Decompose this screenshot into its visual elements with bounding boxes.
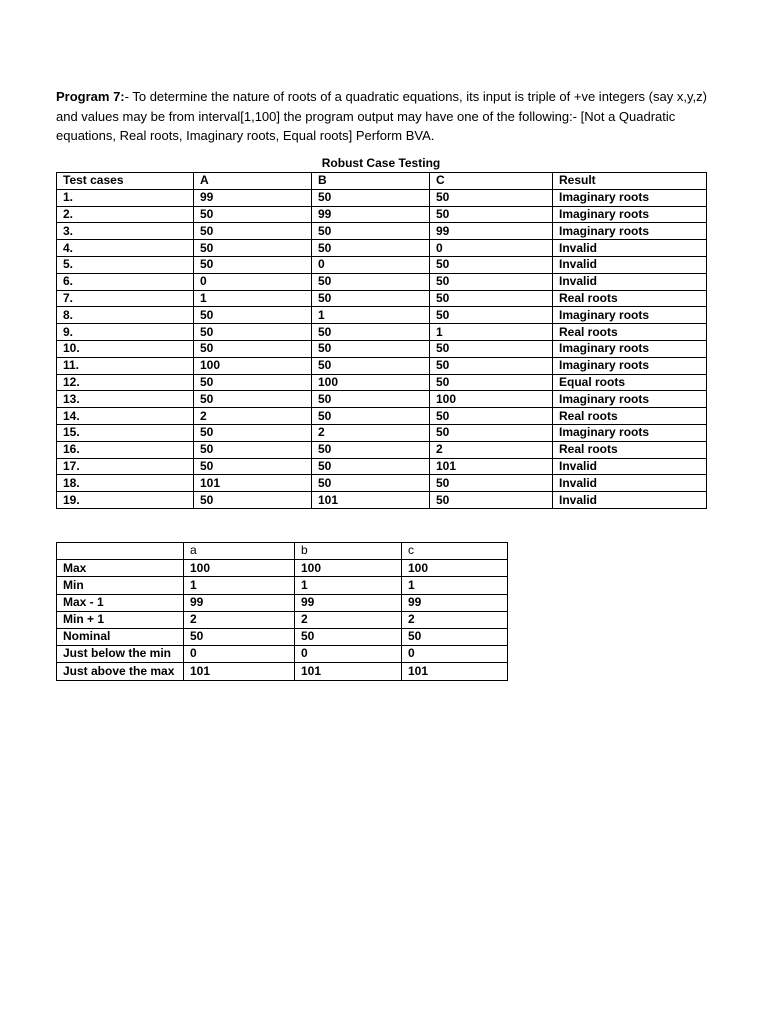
table-cell: 0 [295, 646, 402, 663]
table-cell: 50 [194, 458, 312, 475]
table-cell: 1 [312, 307, 430, 324]
column-header: Result [553, 173, 707, 190]
table-cell: 100 [295, 560, 402, 577]
table-cell: 18. [57, 475, 194, 492]
table-cell: 100 [312, 374, 430, 391]
table-cell: 2. [57, 206, 194, 223]
table-cell: 1 [194, 290, 312, 307]
table-row [57, 475, 707, 492]
table-cell: 50 [430, 256, 553, 273]
table-row [57, 223, 707, 240]
table-cell: Real roots [553, 408, 707, 425]
table-cell: Imaginary roots [553, 424, 707, 441]
table-cell: 2 [312, 424, 430, 441]
table-cell: 50 [194, 223, 312, 240]
table-row [57, 240, 707, 257]
column-header: C [430, 173, 553, 190]
robust-case-table [56, 172, 707, 509]
table-row [57, 340, 707, 357]
table-cell: 5. [57, 256, 194, 273]
table-row [57, 307, 707, 324]
table-row [57, 458, 707, 475]
table-cell: 50 [194, 307, 312, 324]
table-cell: 50 [430, 357, 553, 374]
table-cell: 16. [57, 441, 194, 458]
table-cell: 50 [312, 189, 430, 206]
table-cell: Invalid [553, 475, 707, 492]
table-row [57, 256, 707, 273]
table-cell: 11. [57, 357, 194, 374]
table-cell: 0 [430, 240, 553, 257]
table-cell: Invalid [553, 273, 707, 290]
table-cell: 17. [57, 458, 194, 475]
table-cell: Imaginary roots [553, 391, 707, 408]
table-cell: 13. [57, 391, 194, 408]
bva-table-header [57, 543, 508, 560]
table-cell: 0 [184, 646, 295, 663]
table-cell: Invalid [553, 492, 707, 509]
table-cell: 50 [430, 340, 553, 357]
table-row [57, 206, 707, 223]
table-cell: Imaginary roots [553, 340, 707, 357]
robust-table-caption: Robust Case Testing [321, 156, 441, 170]
table-cell: 50 [312, 223, 430, 240]
table-cell: 50 [194, 206, 312, 223]
bva-values-table [56, 542, 508, 681]
table-cell: Equal roots [553, 374, 707, 391]
table-cell: 2 [430, 441, 553, 458]
table-cell: Imaginary roots [553, 223, 707, 240]
table-cell: 50 [312, 475, 430, 492]
table-cell: Real roots [553, 441, 707, 458]
table-row [57, 492, 707, 509]
table-row [57, 441, 707, 458]
table-cell: 101 [402, 663, 508, 680]
table-cell: 50 [312, 357, 430, 374]
table-row [57, 374, 707, 391]
table-cell: 0 [194, 273, 312, 290]
table-cell: 50 [312, 273, 430, 290]
table-row [57, 560, 508, 577]
table-cell: 50 [312, 441, 430, 458]
table-cell: 101 [194, 475, 312, 492]
column-header: a [184, 543, 295, 560]
table-cell: Invalid [553, 256, 707, 273]
table-cell: 99 [194, 189, 312, 206]
table-cell: 8. [57, 307, 194, 324]
table-cell: 9. [57, 324, 194, 341]
table-cell: 14. [57, 408, 194, 425]
table-row [57, 594, 508, 611]
table-cell: 99 [402, 594, 508, 611]
table-cell: Imaginary roots [553, 206, 707, 223]
table-cell: 0 [402, 646, 508, 663]
table-cell: 1 [402, 577, 508, 594]
row-label: Min + 1 [57, 611, 184, 628]
table-cell: 50 [430, 492, 553, 509]
bva-table-body [57, 560, 508, 680]
column-header: Test cases [57, 173, 194, 190]
table-row [57, 646, 508, 663]
column-header [57, 543, 184, 560]
table-row [57, 324, 707, 341]
table-cell: 50 [430, 475, 553, 492]
row-label: Min [57, 577, 184, 594]
table-cell: 50 [312, 340, 430, 357]
robust-table-header [57, 173, 707, 190]
table-row [57, 611, 508, 628]
table-cell: Imaginary roots [553, 189, 707, 206]
table-cell: 2 [184, 611, 295, 628]
table-cell: 50 [430, 424, 553, 441]
table-cell: 100 [402, 560, 508, 577]
table-cell: 4. [57, 240, 194, 257]
table-cell: Real roots [553, 290, 707, 307]
column-header: c [402, 543, 508, 560]
table-cell: Imaginary roots [553, 357, 707, 374]
table-cell: 50 [430, 374, 553, 391]
table-cell: 50 [430, 189, 553, 206]
robust-table-body [57, 189, 707, 508]
table-cell: 10. [57, 340, 194, 357]
table-cell: Real roots [553, 324, 707, 341]
table-cell: Invalid [553, 240, 707, 257]
table-cell: 1 [430, 324, 553, 341]
row-label: Max - 1 [57, 594, 184, 611]
table-cell: 50 [312, 458, 430, 475]
table-row [57, 408, 707, 425]
table-cell: 99 [430, 223, 553, 240]
row-label: Just below the min [57, 646, 184, 663]
row-label: Max [57, 560, 184, 577]
table-cell: 101 [430, 458, 553, 475]
table-cell: 1 [184, 577, 295, 594]
table-row [57, 663, 508, 680]
table-cell: 1 [295, 577, 402, 594]
column-header: b [295, 543, 402, 560]
table-cell: 50 [194, 324, 312, 341]
table-cell: 50 [194, 256, 312, 273]
table-cell: 50 [194, 424, 312, 441]
table-cell: 99 [184, 594, 295, 611]
table-cell: 2 [402, 611, 508, 628]
table-cell: 50 [194, 340, 312, 357]
table-cell: 99 [312, 206, 430, 223]
table-cell: 6. [57, 273, 194, 290]
table-cell: 50 [194, 492, 312, 509]
table-cell: 50 [194, 391, 312, 408]
table-cell: 50 [430, 290, 553, 307]
column-header: B [312, 173, 430, 190]
table-cell: 50 [194, 374, 312, 391]
table-cell: 50 [295, 628, 402, 645]
table-cell: 0 [312, 256, 430, 273]
table-cell: 100 [184, 560, 295, 577]
table-cell: 50 [430, 307, 553, 324]
table-row [57, 189, 707, 206]
table-cell: 50 [194, 240, 312, 257]
table-cell: 1. [57, 189, 194, 206]
table-cell: 3. [57, 223, 194, 240]
table-cell: Invalid [553, 458, 707, 475]
table-row [57, 577, 508, 594]
table-cell: 101 [312, 492, 430, 509]
table-cell: 50 [312, 324, 430, 341]
table-cell: 50 [312, 240, 430, 257]
table-cell: 50 [312, 408, 430, 425]
table-row [57, 273, 707, 290]
table-cell: 101 [184, 663, 295, 680]
program-description: - To determine the nature of roots of a quadratic equations, its input is triple of +ve integers (say x,y,z) and values may be from interval[1,100] the program output may have one of the following:- [Not a Quadratic equations, Real roots, Imaginary roots, Equal roots] Perform BVA. [56, 89, 707, 143]
table-cell: 50 [402, 628, 508, 645]
table-cell: 50 [430, 273, 553, 290]
table-cell: 50 [194, 441, 312, 458]
table-cell: 101 [295, 663, 402, 680]
table-row [57, 290, 707, 307]
row-label: Just above the max [57, 663, 184, 680]
table-row [57, 628, 508, 645]
column-header: A [194, 173, 312, 190]
table-cell: 2 [194, 408, 312, 425]
table-cell: 2 [295, 611, 402, 628]
table-row [57, 424, 707, 441]
table-cell: Imaginary roots [553, 307, 707, 324]
table-cell: 100 [194, 357, 312, 374]
table-cell: 50 [312, 391, 430, 408]
table-cell: 19. [57, 492, 194, 509]
table-cell: 12. [57, 374, 194, 391]
table-cell: 50 [430, 408, 553, 425]
table-cell: 50 [312, 290, 430, 307]
table-header-row [57, 173, 707, 190]
table-cell: 7. [57, 290, 194, 307]
table-cell: 99 [295, 594, 402, 611]
table-row [57, 357, 707, 374]
table-cell: 15. [57, 424, 194, 441]
table-header-row [57, 543, 508, 560]
table-row [57, 391, 707, 408]
table-cell: 100 [430, 391, 553, 408]
table-cell: 50 [430, 206, 553, 223]
table-cell: 50 [184, 628, 295, 645]
intro-paragraph [56, 87, 716, 146]
program-label: Program 7: [56, 89, 125, 104]
row-label: Nominal [57, 628, 184, 645]
